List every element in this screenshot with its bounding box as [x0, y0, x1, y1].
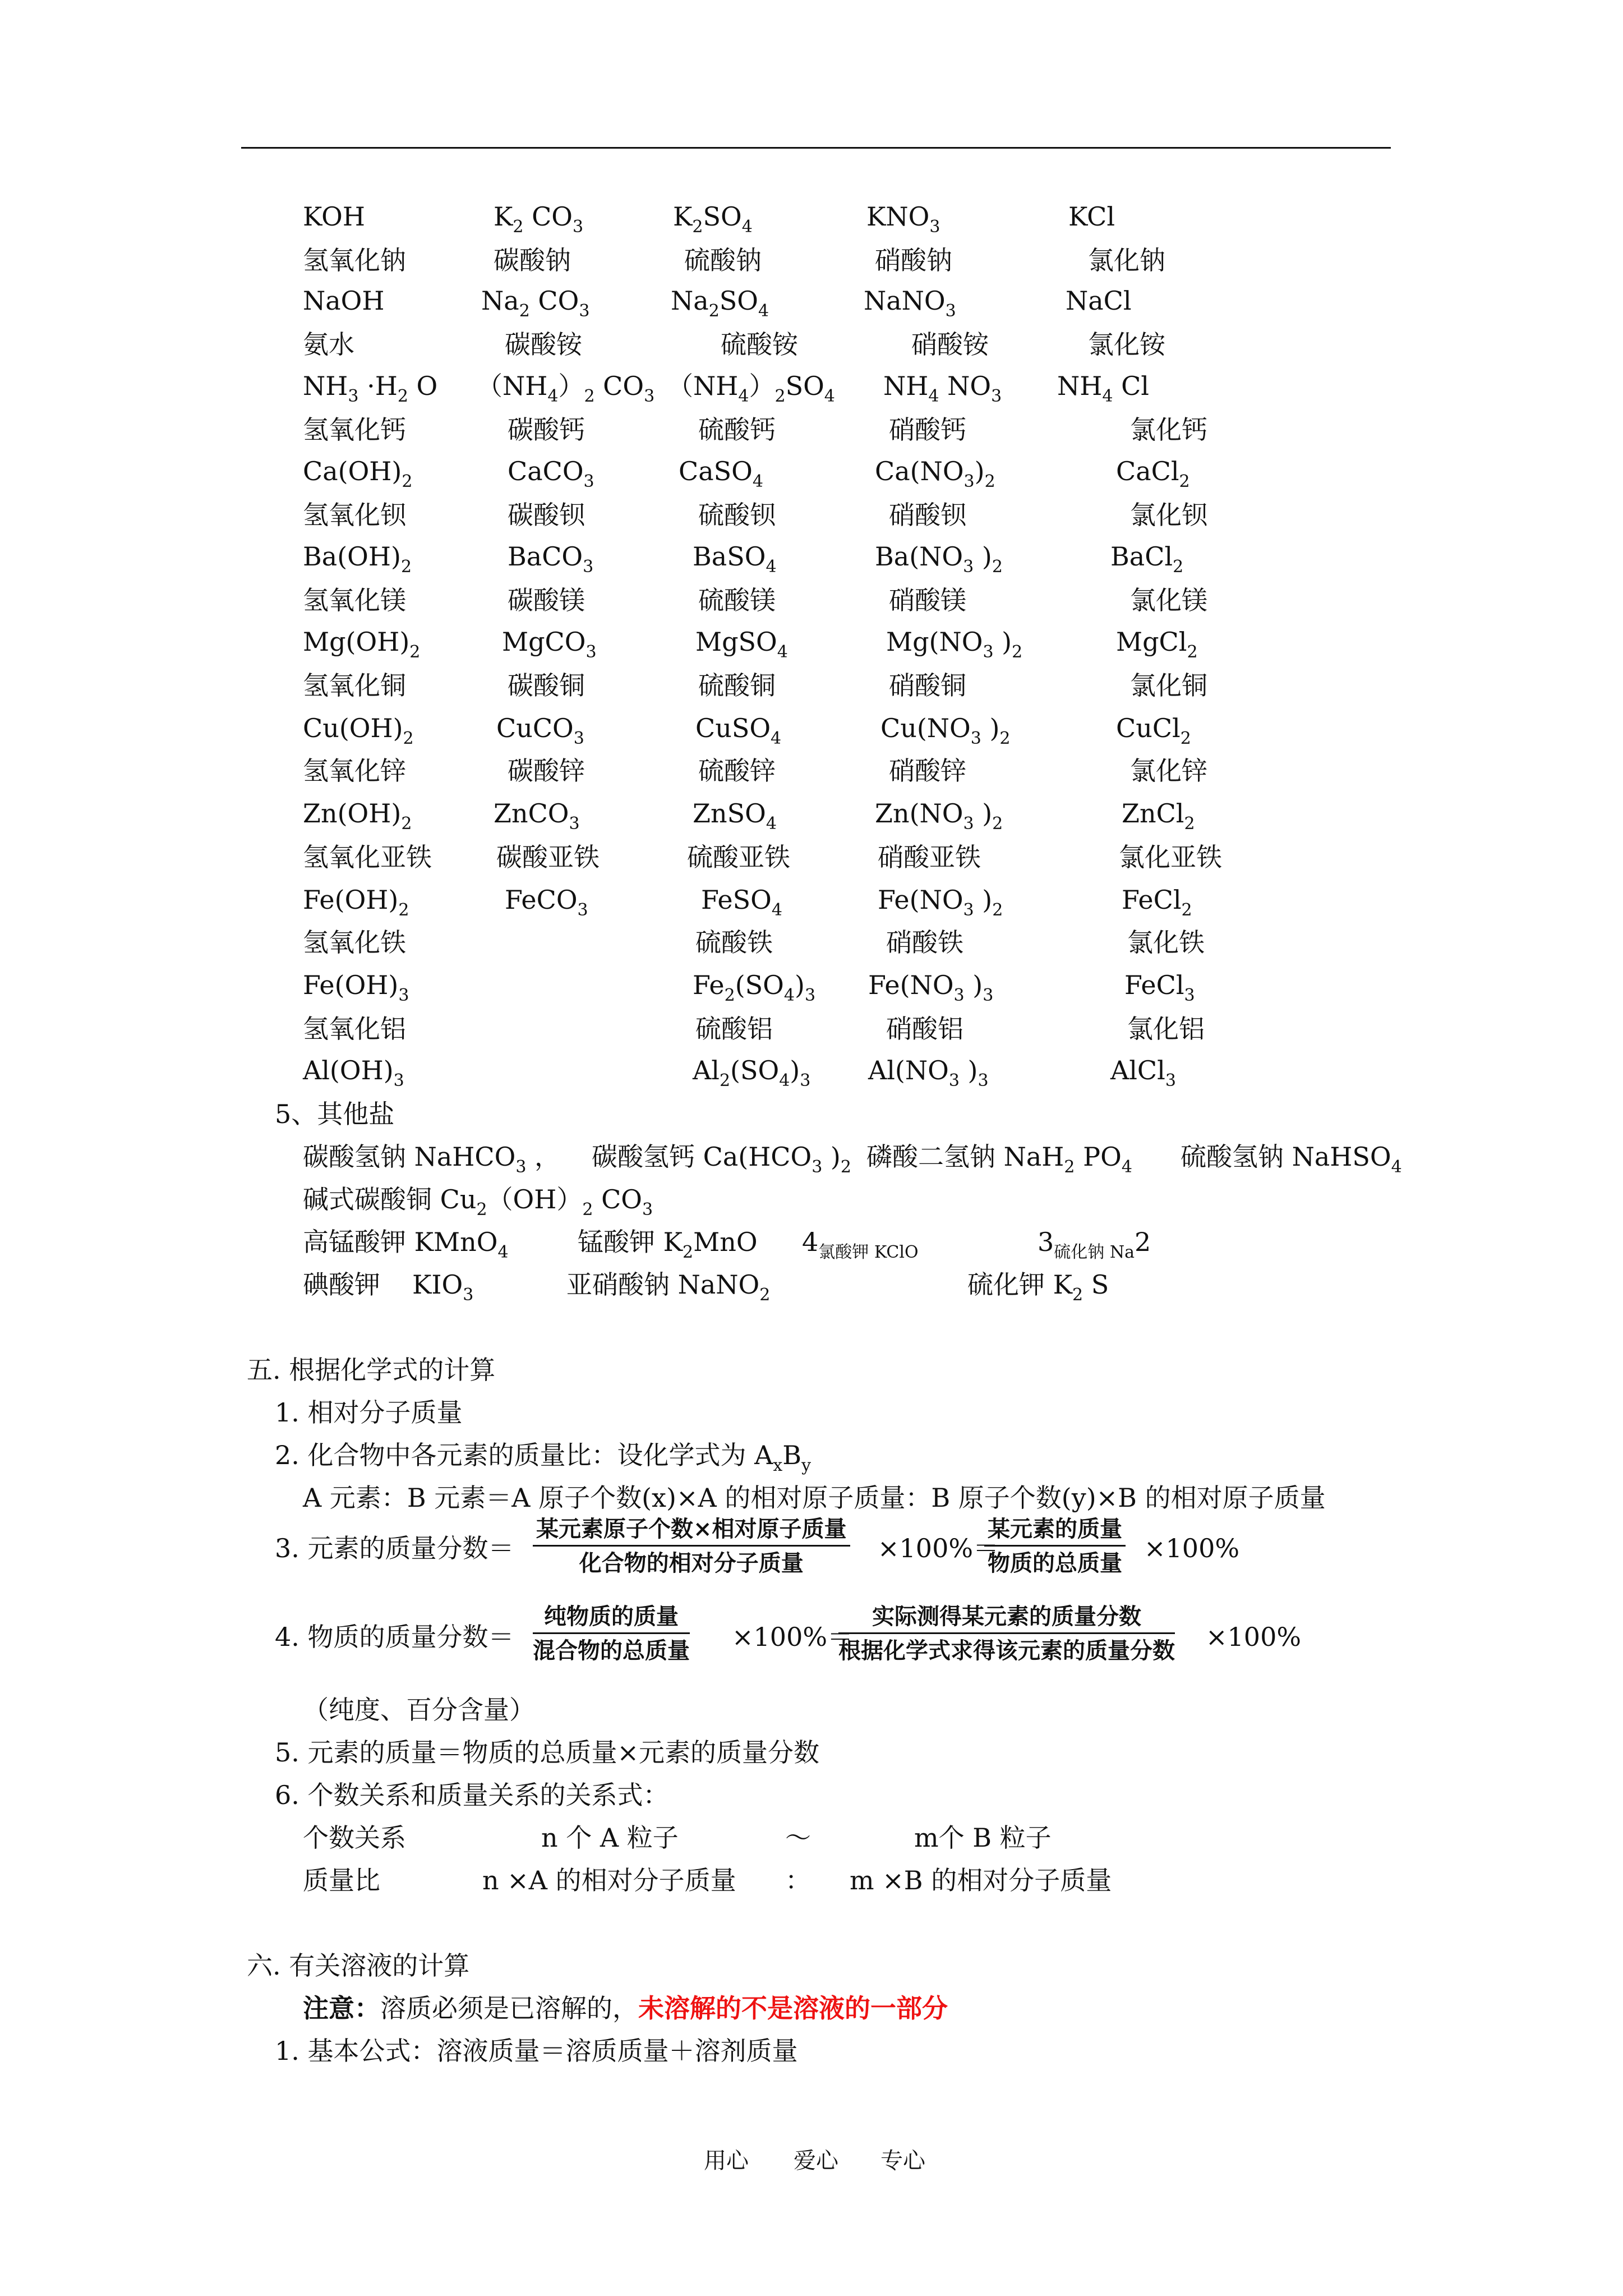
name-calcium-3: 硝酸钙: [889, 415, 966, 445]
formula-barium-nitrate: $Ba(NO_3$ )$_2$: [875, 541, 1003, 577]
name-ammonium-3: 硝酸铵: [911, 329, 989, 360]
formula-calcium-carbonate: CaCO$_3$: [508, 456, 594, 491]
name-zinc-4: 氯化锌: [1130, 756, 1207, 786]
formula-ferric-chloride: FeCl$_3$: [1124, 970, 1195, 1005]
formula-barium-sulfate: BaSO$_4$: [693, 541, 777, 577]
formula-ferrous-carbonate: FeCO$_3$: [505, 885, 588, 920]
name-ammonium-1: 碳酸铵: [505, 329, 582, 360]
footer-word-1: 爱心: [794, 2148, 838, 2174]
name-copper-0: 氢氧化铜: [303, 670, 406, 701]
formula-zinc-sulfate: ZnSO$_4$: [693, 798, 777, 834]
relation-mass-sep: ：: [785, 1865, 811, 1895]
relation-count-label: 个数关系: [303, 1823, 406, 1853]
name-sodium-3: 硝酸钠: [875, 245, 952, 275]
relation-mass-b: m ×B 的相对分子质量: [850, 1865, 1112, 1895]
formula-magnesium-nitrate: $Mg(NO_3$ )$_2$: [886, 627, 1023, 662]
formula-nh4no3: $NH_4$ $NO_3$: [883, 371, 1002, 406]
section-6-note: [303, 1993, 948, 2024]
formula-copper-nitrate: $Cu(NO_3$ )$_2$: [880, 713, 1011, 748]
note-text: 溶质必须是已溶解的，: [380, 1993, 638, 2023]
name-copper-1: 碳酸铜: [508, 670, 585, 701]
section-5-item-2: 2. 化合物中各元素的质量比：设化学式为 $A_xB_y$: [275, 1440, 811, 1475]
fraction-element-mass-2: [984, 1515, 1126, 1578]
relation-count-sep: ～: [785, 1823, 811, 1853]
fraction-substance-mass-1-numerator: 纯物质的质量: [533, 1602, 690, 1634]
formula-copper-chloride: CuCl$_2$: [1116, 713, 1191, 748]
formula-ferrous-hydroxide: $Fe(OH)_2$: [303, 885, 409, 920]
formula-ferric-hydroxide: $Fe(OH)_3$: [303, 970, 409, 1005]
fraction-element-mass-1-numerator: 某元素原子个数×相对原子质量: [533, 1515, 850, 1547]
name-copper-3: 硝酸铜: [889, 670, 966, 701]
section-5-item-4-tail: ×100%: [1206, 1622, 1302, 1652]
fraction-substance-mass-2: [838, 1602, 1175, 1665]
section-5-item-4-lead: 4. 物质的质量分数＝: [275, 1622, 514, 1652]
name-copper-2: 硫酸铜: [698, 670, 776, 701]
name-zinc-3: 硝酸锌: [889, 756, 966, 786]
section-5-item-3-lead: 3. 元素的质量分数＝: [275, 1533, 514, 1563]
formula-nh4-2-so4: $(NH_4)_2SO_4$: [667, 371, 835, 406]
formula-calcium-sulfate: CaSO$_4$: [679, 456, 763, 491]
relation-mass-label: 质量比: [303, 1865, 380, 1895]
formula-ferrous-nitrate: $Fe(NO_3$ )$_2$: [878, 885, 1003, 920]
formula-zinc-nitrate: $Zn(NO_3$ )$_2$: [875, 798, 1003, 834]
fraction-substance-mass-2-denominator: 根据化学式求得该元素的质量分数: [838, 1637, 1175, 1664]
name-barium-1: 碳酸钡: [508, 500, 585, 530]
section-5-item-3-mid: ×100%＝: [878, 1533, 999, 1563]
section-5-item-4-mid: ×100%＝: [732, 1622, 854, 1652]
formula-k2so4: $K_2SO_4$: [673, 201, 753, 237]
name-zinc-2: 硫酸锌: [698, 756, 776, 786]
name-calcium-4: 氯化钙: [1130, 415, 1207, 445]
fraction-element-mass-2-numerator: 某元素的质量: [984, 1515, 1126, 1547]
section-5-item-3-tail: ×100%: [1144, 1533, 1240, 1563]
footer-word-0: 用心: [704, 2148, 749, 2174]
salt-na2s: $3_{硫化钠 Na}2$: [1038, 1227, 1151, 1262]
formula-copper-carbonate: CuCO$_3$: [496, 713, 584, 748]
formula-na2co3: $Na_2$ $CO_3$: [481, 286, 590, 321]
name-calcium-1: 碳酸钙: [508, 415, 585, 445]
section-5-item-4-note: （纯度、百分含量）: [303, 1695, 535, 1725]
formula-calcium-chloride: CaCl$_2$: [1116, 456, 1190, 491]
formula-al-chloride: AlCl$_3$: [1110, 1055, 1176, 1091]
salt-kio3-label: 碘酸钾: [303, 1269, 380, 1300]
name-magnesium-3: 硝酸镁: [889, 585, 966, 615]
formula-barium-carbonate: BaCO$_3$: [508, 541, 594, 577]
formula-kcl: KCl: [1068, 201, 1115, 232]
note-label: 注意：: [303, 1993, 380, 2023]
formula-magnesium-hydroxide: $Mg(OH)_2$: [303, 627, 421, 662]
name-ferrous-1: 碳酸亚铁: [496, 842, 600, 872]
salt-kmno4: 高锰酸钾 KMnO$_4$: [303, 1227, 509, 1262]
formula-koh: KOH: [303, 201, 365, 232]
formula-nh4cl: $NH_4$ Cl: [1057, 371, 1149, 406]
formula-naoh: NaOH: [303, 286, 385, 316]
relation-count-a: n 个 A 粒子: [541, 1823, 679, 1853]
formula-nacl: NaCl: [1066, 286, 1132, 316]
formula-calcium-nitrate: $Ca(NO_3)_2$: [875, 456, 995, 491]
name-aluminum-3: 氯化铝: [1127, 1014, 1205, 1044]
name-ferrous-2: 硫酸亚铁: [687, 842, 790, 872]
formula-zinc-carbonate: ZnCO$_3$: [494, 798, 580, 834]
formula-na2so4: $Na_2SO_4$: [671, 286, 769, 321]
salt-nahco3: 碳酸氢钠 NaHCO$_3$ ，: [303, 1142, 561, 1177]
name-copper-4: 氯化铜: [1130, 670, 1207, 701]
formula-al-hydroxide: $Al(OH)_3$: [303, 1055, 404, 1091]
name-ammonium-2: 硫酸铵: [721, 329, 798, 360]
name-ammonium-4: 氯化铵: [1088, 329, 1165, 360]
fraction-element-mass-2-denominator: 物质的总质量: [988, 1550, 1122, 1576]
name-ferric-2: 硝酸铁: [886, 927, 963, 958]
name-zinc-1: 碳酸锌: [508, 756, 585, 786]
section-6-heading: 六. 有关溶液的计算: [247, 1950, 470, 1981]
formula-kno3: $KNO_3$: [866, 201, 940, 237]
name-sodium-2: 硫酸钠: [684, 245, 762, 275]
salt-k2s: 硫化钾 $K_2$ S: [967, 1269, 1109, 1305]
fraction-substance-mass-1-denominator: 混合物的总质量: [533, 1637, 690, 1664]
name-magnesium-1: 碳酸镁: [508, 585, 585, 615]
formula-nh4-2-co3: $(NH_4)_2$ $CO_3$: [477, 371, 655, 406]
name-calcium-0: 氢氧化钙: [303, 415, 406, 445]
formula-copper-hydroxide: $Cu(OH)_2$: [303, 713, 414, 748]
fraction-element-mass-1: [533, 1515, 850, 1578]
formula-magnesium-sulfate: MgSO$_4$: [695, 627, 788, 662]
formula-ferrous-chloride: FeCl$_2$: [1122, 885, 1192, 920]
fraction-substance-mass-2-numerator: 实际测得某元素的质量分数: [838, 1602, 1175, 1634]
name-barium-2: 硫酸钡: [698, 500, 776, 530]
name-magnesium-4: 氯化镁: [1130, 585, 1207, 615]
header-rule: [241, 147, 1391, 149]
name-ferrous-3: 硝酸亚铁: [878, 842, 981, 872]
relation-mass-a: n ×A 的相对分子质量: [482, 1865, 736, 1895]
name-ferric-3: 氯化铁: [1127, 927, 1205, 958]
name-magnesium-2: 硫酸镁: [698, 585, 776, 615]
other-salts-heading: 5、其他盐: [275, 1099, 395, 1129]
formula-nano3: NaNO$_3$: [864, 286, 956, 321]
name-sodium-4: 氯化钠: [1088, 245, 1165, 275]
name-zinc-0: 氢氧化锌: [303, 756, 406, 786]
formula-al-sulfate: $Al_2(SO_4)_3$: [693, 1055, 811, 1091]
formula-ferric-sulfate: $Fe_2(SO_4)_3$: [693, 970, 816, 1005]
name-sodium-0: 氢氧化钠: [303, 245, 406, 275]
name-ferrous-4: 氯化亚铁: [1119, 842, 1222, 872]
name-calcium-2: 硫酸钙: [698, 415, 776, 445]
name-barium-3: 硝酸钡: [889, 500, 966, 530]
section-5-item-1: 1. 相对分子质量: [275, 1397, 463, 1428]
footer-word-2: 专心: [880, 2148, 925, 2174]
name-aluminum-2: 硝酸铝: [886, 1014, 963, 1044]
formula-zinc-chloride: ZnCl$_2$: [1122, 798, 1195, 834]
relation-count-b: m个 B 粒子: [914, 1823, 1052, 1853]
name-sodium-1: 碳酸钠: [494, 245, 571, 275]
formula-copper-sulfate: CuSO$_4$: [695, 713, 782, 748]
fraction-substance-mass-1: [533, 1602, 690, 1665]
salt-kio3: $KIO_3$: [412, 1269, 474, 1305]
salt-k2mno4: 锰酸钾 $K_2MnO$: [578, 1227, 758, 1262]
name-barium-0: 氢氧化钡: [303, 500, 406, 530]
section-5-heading: 五. 根据化学式的计算: [247, 1355, 496, 1385]
name-aluminum-1: 硫酸铝: [695, 1014, 773, 1044]
fraction-element-mass-1-denominator: 化合物的相对分子质量: [579, 1550, 804, 1576]
salt-kclo3: $4_{氯酸钾 KClO}$: [802, 1227, 919, 1262]
formula-magnesium-carbonate: MgCO$_3$: [502, 627, 597, 662]
formula-nh3h2o: $NH_3 \cdot H_2$ O: [303, 371, 438, 406]
name-barium-4: 氯化钡: [1130, 500, 1207, 530]
salt-nah2po4: 磷酸二氢钠 NaH$_2$ $PO_4$: [866, 1142, 1132, 1177]
formula-magnesium-chloride: MgCl$_2$: [1116, 627, 1198, 662]
section-5-item-6: 6. 个数关系和质量关系的关系式：: [275, 1780, 669, 1810]
note-highlight: 未溶解的不是溶液的一部分: [638, 1993, 948, 2023]
formula-barium-chloride: BaCl$_2$: [1110, 541, 1184, 577]
section-6-item-1: 1. 基本公式：溶液质量＝溶质质量＋溶剂质量: [275, 2036, 798, 2066]
formula-k2co3: $K_2$ $CO_3$: [494, 201, 584, 237]
formula-barium-hydroxide: $Ba(OH)_2$: [303, 541, 412, 577]
formula-ferric-nitrate: $Fe(NO_3$ )$_3$: [868, 970, 994, 1005]
salt-ca-hco3-2: 碳酸氢钙 $Ca(HCO_3$ )$_2$: [592, 1142, 851, 1177]
salt-nahso4: 硫酸氢钠 NaHSO$_4$: [1181, 1142, 1402, 1177]
name-ferric-0: 氢氧化铁: [303, 927, 406, 958]
section-5-item-5: 5. 元素的质量＝物质的总质量×元素的质量分数: [275, 1737, 820, 1768]
formula-al-nitrate: $Al(NO_3$ )$_3$: [868, 1055, 989, 1091]
salt-nano2: 亚硝酸钠 NaNO$_2$: [566, 1269, 771, 1305]
name-ferrous-0: 氢氧化亚铁: [303, 842, 432, 872]
formula-ferrous-sulfate: FeSO$_4$: [701, 885, 782, 920]
name-aluminum-0: 氢氧化铝: [303, 1014, 406, 1044]
salt-cu2-oh-2-co3: 碱式碳酸铜 $Cu_2(OH)_2$ $CO_3$: [303, 1184, 653, 1220]
name-ferric-1: 硫酸铁: [695, 927, 773, 958]
name-magnesium-0: 氢氧化镁: [303, 585, 406, 615]
formula-zinc-hydroxide: $Zn(OH)_2$: [303, 798, 412, 834]
name-ammonium-0: 氨水: [303, 329, 354, 360]
formula-calcium-hydroxide: $Ca(OH)_2$: [303, 456, 413, 491]
section-5-item-2-ratio: A 元素：B 元素＝A 原子个数(x)×A 的相对原子质量：B 原子个数(y)×B 的相对原子质量: [303, 1483, 1326, 1513]
